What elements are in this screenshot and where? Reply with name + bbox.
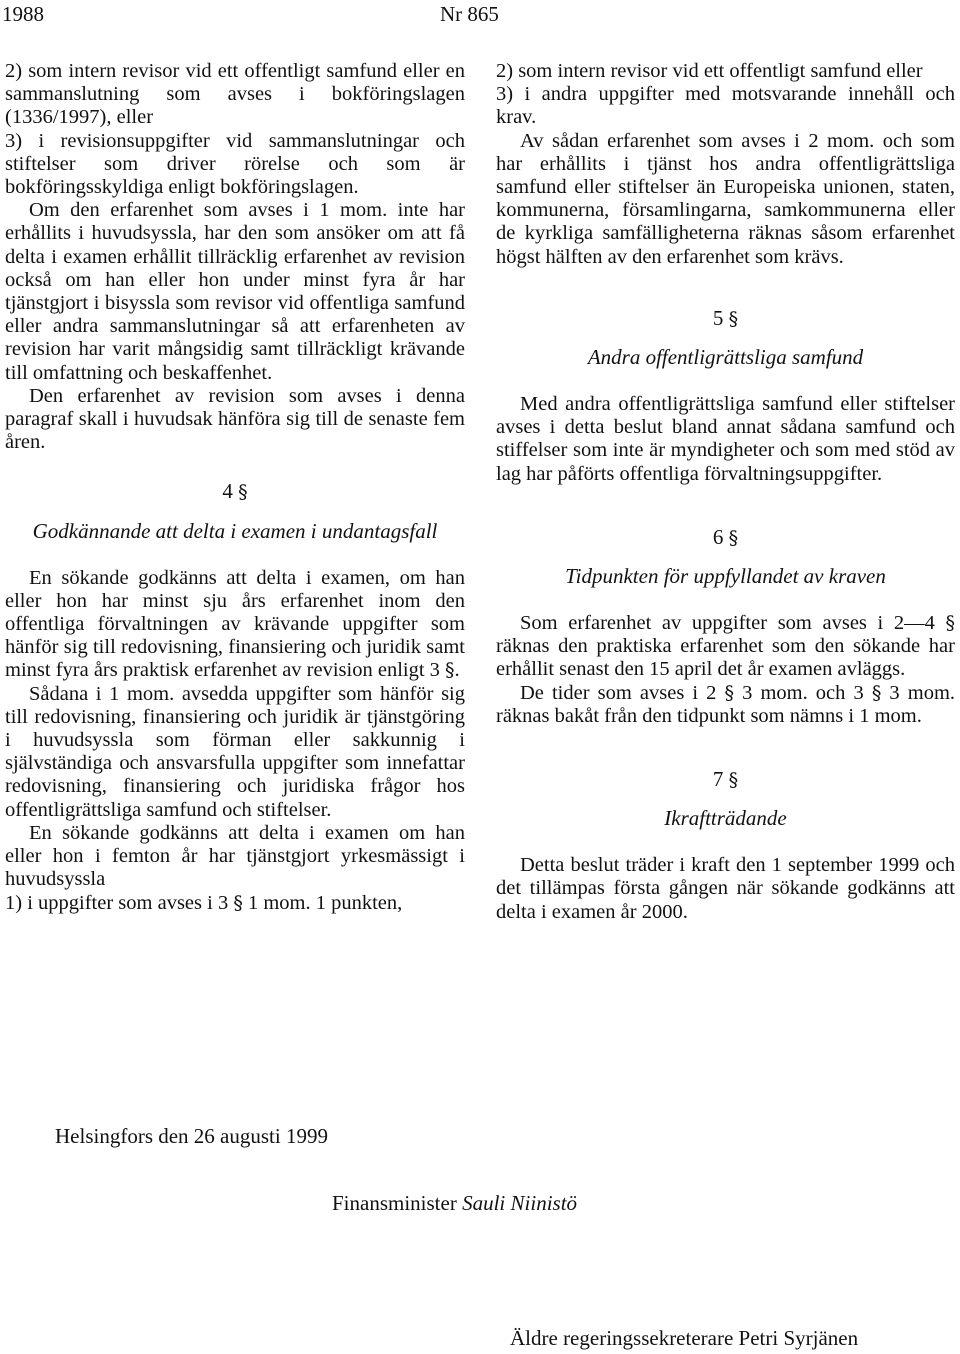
section-number: 5 <box>712 305 724 330</box>
paragraph-end: . <box>454 659 460 682</box>
signatory-minister <box>332 1191 577 1216</box>
paragraph: Av sådan erfarenhet som avses i 2 mom. och som har erhållits i tjänst hos andra offentligrättsliga samfund eller stiftelser än Europeiska unionen, staten, kommunerna, församlingarna, samkommunerna eller de kyrkliga samfälligheterna räknas såsom erfarenhet högst hälften av den erfarenhet som krävs. <box>496 129 955 268</box>
minister-title: Finansminister <box>332 1191 457 1215</box>
paragraph: 2) som intern revisor vid ett offentligt samfund eller en sammanslutning som avses i bokföringslagen (1336/1997), eller <box>5 60 465 129</box>
section-number: 7 <box>712 767 724 792</box>
paragraph <box>5 567 465 683</box>
section-symbol: § <box>728 307 739 330</box>
paragraph: Sådana i 1 mom. avsedda uppgifter som hänför sig till redovisning, finansiering och juridik är tjänstgöring i huvudsyssla som förman eller sakkunnig i självständiga och ansvarsfulla uppgifter som innefattar redovisning, finansiering och juridiska frågor hos offentligrättsliga samfund och stiftelser. <box>5 682 465 821</box>
section-symbol: § <box>728 769 739 792</box>
paragraph <box>496 682 955 728</box>
paragraph: Detta beslut träder i kraft den 1 september 1999 och det tillämpas första gången när sökande godkänns att delta i examen år 2000. <box>496 854 955 923</box>
section-4-title: Godkännande att delta i examen i undantagsfall <box>32 518 438 543</box>
section-7-heading <box>496 768 955 792</box>
section-5-title: Andra offentligrättsliga samfund <box>587 345 864 370</box>
section-6-title: Tidpunkten för uppfyllandet av kraven <box>565 564 886 589</box>
paragraph-text: Som erfarenhet av uppgifter som avses i 2—4 <box>520 612 935 635</box>
section-symbol: § <box>724 681 735 704</box>
page-year: 1988 <box>2 2 44 26</box>
paragraph-text: 1 mom. 1 punkten, <box>247 891 403 914</box>
issue-number: Nr 865 <box>440 2 499 26</box>
section-symbol: § <box>238 481 248 504</box>
paragraph-text: 3 mom. räknas bakåt från den tidpunkt som nämns i 1 mom. <box>496 681 956 727</box>
paragraph: 3) i revisionsuppgifter vid sammanslutningar och stiftelser som driver rörelse och som är bokföringsskyldiga enligt bokföringslagen. <box>5 129 465 199</box>
paragraph: 2) som intern revisor vid ett offentligt samfund eller <box>496 60 923 82</box>
section-symbol: § <box>945 612 956 635</box>
paragraph: Om den erfarenhet som avses i 1 mom. inte har erhållits i huvudsyssla, har den som ansöker om att få delta i examen erhållit tillräcklig erfarenhet av revision också om han eller hon under minst fyra år har tjänstgjort i bisyssla som revisor vid offentliga samfund eller andra sammanslutningar så att erfarenheten av revision har varit mångsidig samt tillräckligt krävande till omfattning och beskaffenhet. <box>5 199 465 384</box>
paragraph-text: En sökande godkänns att delta i examen, om han eller hon har minst sju års erfarenhet inom den offentliga förvaltningen av krävande uppgifter som hänför sig till redovisning, finansiering och juridik samt minst fyra års praktisk erfarenhet av revision enligt 3 <box>5 566 465 682</box>
section-6-heading <box>496 526 955 550</box>
paragraph-text: 3 mom. och 3 <box>742 681 864 704</box>
section-5-heading <box>496 307 955 331</box>
paragraph <box>496 612 955 682</box>
left-column <box>5 60 465 915</box>
paragraph: 3) i andra uppgifter med motsvarande innehåll och krav. <box>496 83 955 129</box>
place-and-date: Helsingfors den 26 augusti 1999 <box>55 1124 328 1148</box>
section-4-heading <box>5 480 465 504</box>
paragraph: Den erfarenhet av revision som avses i denna paragraf skall i huvudsak hänföra sig till de senaste fem åren. <box>5 384 465 454</box>
signatory-secretary: Äldre regeringssekreterare Petri Syrjänen <box>510 1326 859 1350</box>
paragraph <box>5 892 465 915</box>
paragraph-text: De tider som avses i 2 <box>520 681 717 704</box>
section-symbol: § <box>233 891 243 914</box>
section-symbol: § <box>445 659 455 682</box>
paragraph: En sökande godkänns att delta i examen om han eller hon i femton år har tjänstgjort yrkesmässigt i huvudsyssla <box>5 821 465 891</box>
paragraph-text: 1) i uppgifter som avses i 3 <box>5 891 229 914</box>
paragraph: Med andra offentligrättsliga samfund eller stiftelser avses i detta beslut bland annat sådana samfund och stiffelser som inte är myndigheter och som med stöd av lag har påförts offentliga förvaltningsuppgifter. <box>496 393 955 485</box>
section-7-title: Ikraftträdande <box>664 806 787 831</box>
page-header <box>0 0 960 30</box>
section-symbol: § <box>871 681 882 704</box>
paragraph-text: räknas den praktiska erfarenhet som den sökande har erhållit senast den 15 april det år examen avläggs. <box>496 635 955 681</box>
section-number: 4 <box>222 479 233 504</box>
section-number: 6 <box>712 524 724 549</box>
right-column <box>496 60 955 924</box>
minister-name: Sauli Niinistö <box>462 1191 578 1215</box>
section-symbol: § <box>728 526 739 549</box>
